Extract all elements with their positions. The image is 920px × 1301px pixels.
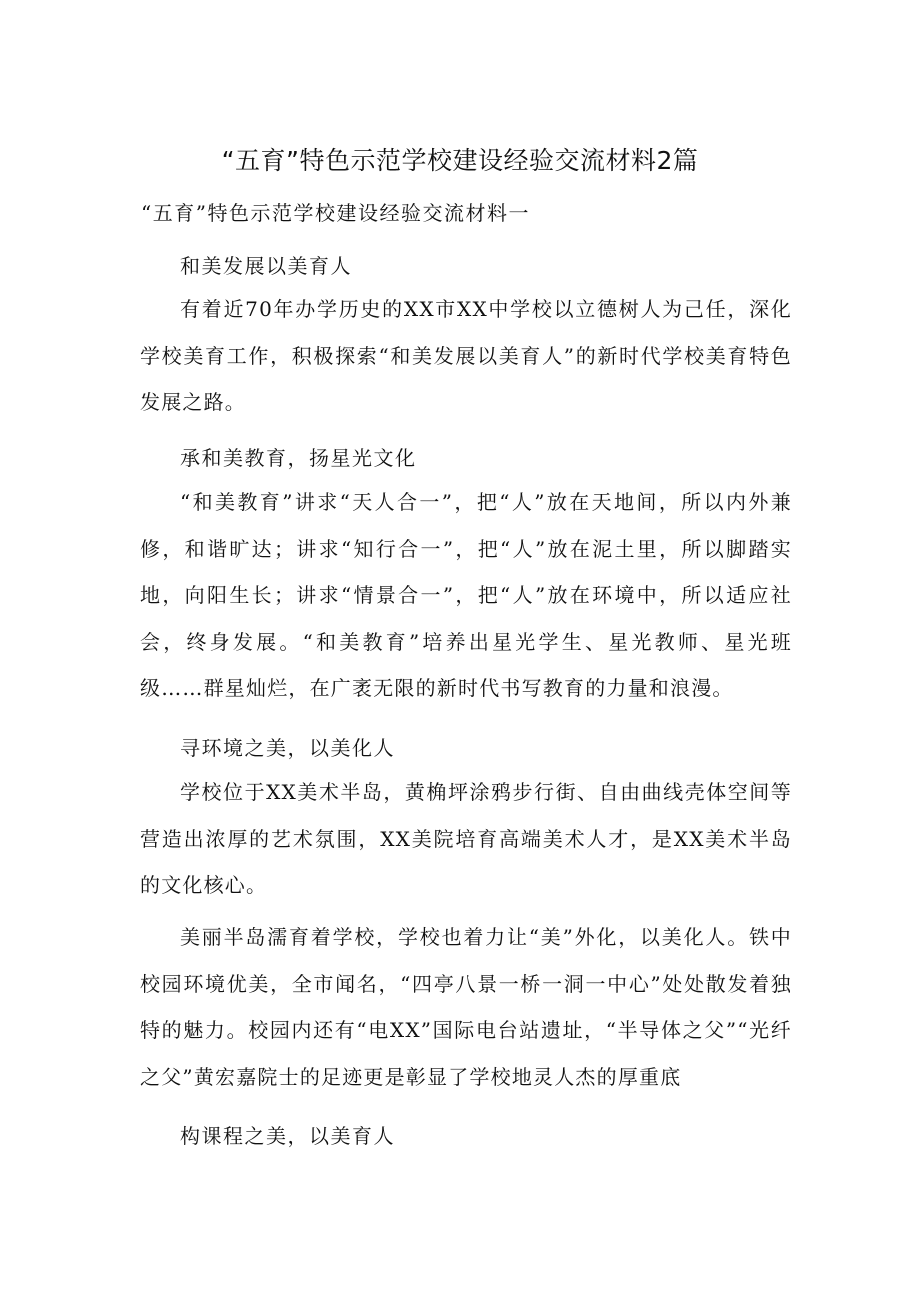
body-paragraph: 学校位于XX美术半岛，黄桷坪涂鸦步行街、自由曲线壳体空间等营造出浓厚的艺术氛围，XX美院培育高端美术人才，是XX美术半岛的文化核心。	[140, 780, 792, 897]
body-paragraph: 美丽半岛濡育着学校，学校也着力让“美”外化，以美化人。铁中校园环境优美，全市闻名，“四亭八景一桥一洞一中心”处处散发着独特的魅力。校园内还有“电XX”国际电台站遗址，“半导体之父”“光纤之父”黄宏嘉院士的足迹更是彰显了学校地灵人杰的厚重底	[140, 925, 792, 1089]
section-heading: 构课程之美，以美育人	[180, 1124, 395, 1148]
document-title: “五育”特色示范学校建设经验交流材料2篇	[221, 146, 699, 175]
section-heading: 寻环境之美，以美化人	[180, 736, 395, 760]
document-subtitle: “五育”特色示范学校建设经验交流材料一	[141, 201, 530, 225]
body-paragraph: 有着近70年办学历史的XX市XX中学校以立德树人为己任，深化学校美育工作，积极探索“和美发展以美育人”的新时代学校美育特色发展之路。	[140, 297, 792, 414]
section-heading: 和美发展以美育人	[180, 254, 352, 278]
body-paragraph: “和美教育”讲求“天人合一”，把“人”放在天地间，所以内外兼修，和谐旷达；讲求“知行合一”，把“人”放在泥土里，所以脚踏实地，向阳生长；讲求“情景合一”，把“人”放在环境中，所以适应社会，终身发展。“和美教育”培养出星光学生、星光教师、星光班级……群星灿烂，在广袤无限的新时代书写教育的力量和浪漫。	[140, 490, 792, 700]
section-heading: 承和美教育，扬星光文化	[180, 446, 417, 470]
